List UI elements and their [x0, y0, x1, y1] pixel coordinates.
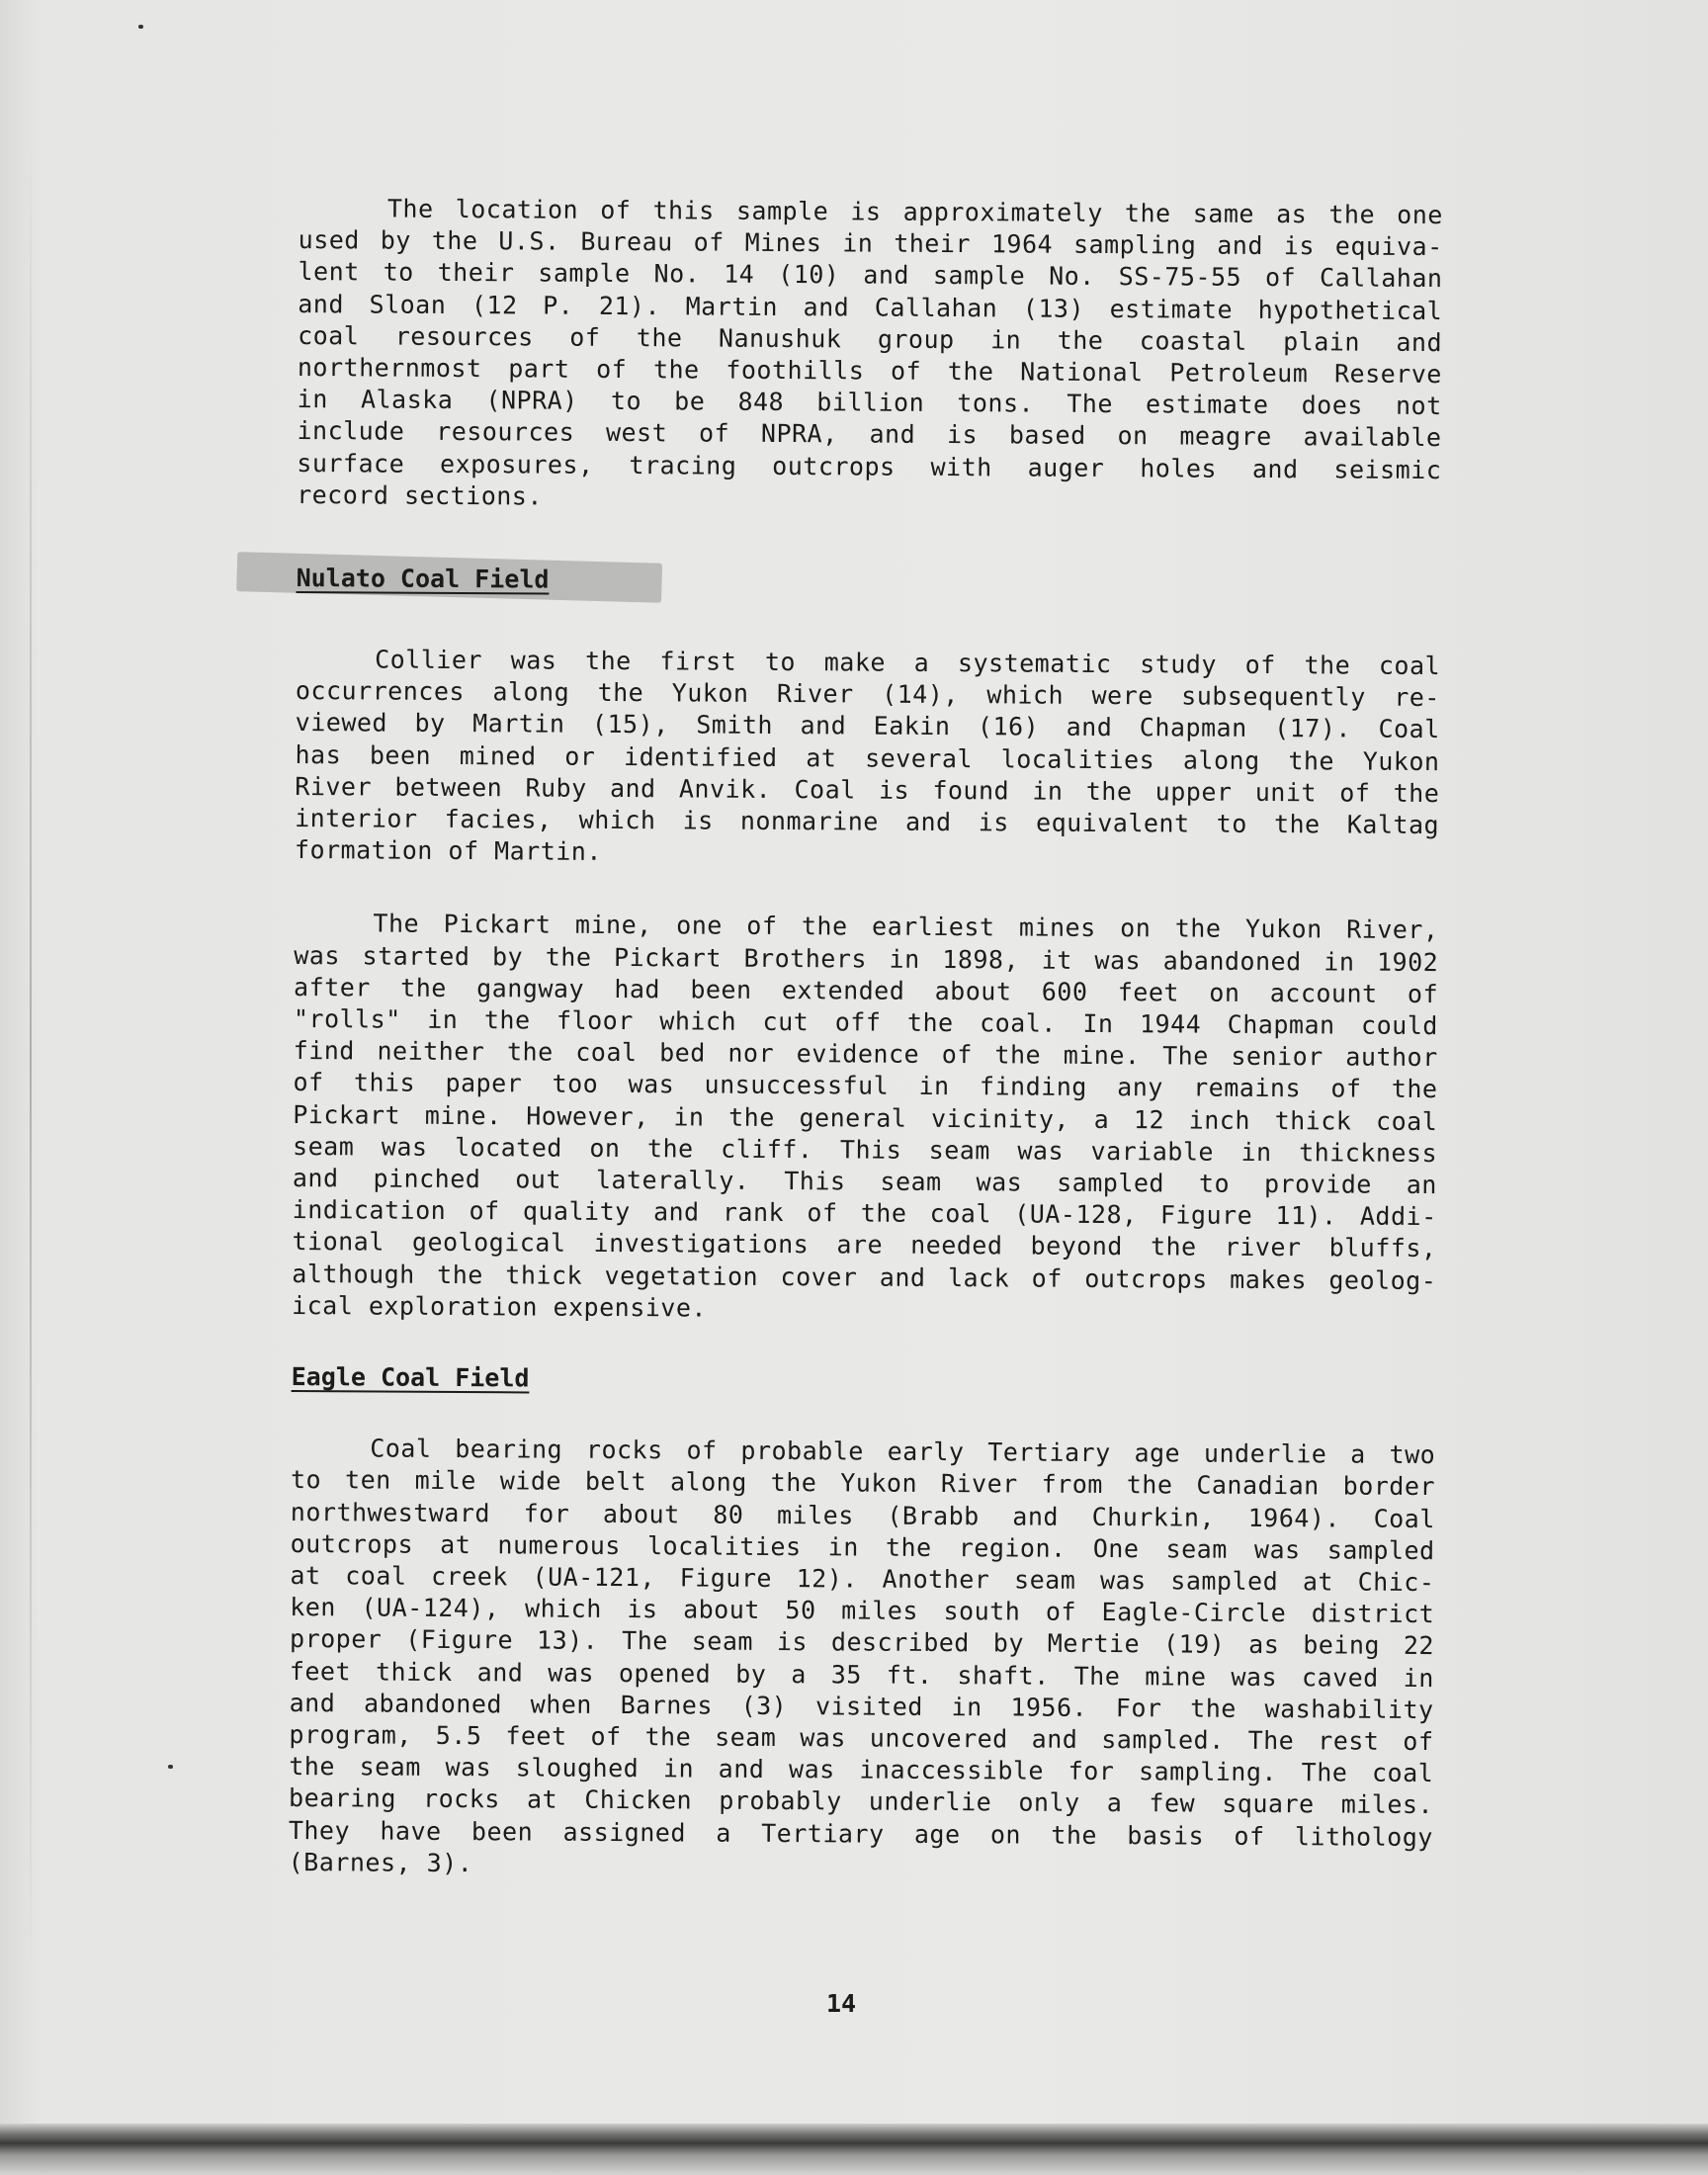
text-line: formation of Martin. — [294, 835, 603, 867]
text-line: proper (Figure 13). The seam is described by Mertie (19) as being 22 — [289, 1624, 1435, 1661]
text-line: and pinched out laterally. This seam was sampled to provide an — [292, 1164, 1437, 1200]
text-line: coal resources of the Nanushuk group in the coastal plain and — [298, 320, 1443, 357]
text-line: find neither the coal bed nor evidence of the mine. The senior author — [293, 1036, 1438, 1073]
text-line: Collier was the first to make a systematic study of the coal — [375, 645, 1441, 681]
paragraph-sample-location — [297, 193, 1443, 518]
text-line: lent to their sample No. 14 (10) and sample No. SS-75-55 of Callahan — [298, 257, 1443, 294]
text-line: record sections. — [297, 479, 544, 511]
text-line: the seam was sloughed in and was inaccessible for sampling. The coal — [289, 1752, 1434, 1788]
text-body — [289, 193, 1443, 1885]
paragraph-pickart-mine — [292, 908, 1439, 1329]
text-line: bearing rocks at Chicken probably underlie only a few square miles. — [288, 1784, 1434, 1820]
text-line: occurrences along the Yukon River (14), which were subsequently re- — [295, 676, 1440, 713]
text-line: The Pickart mine, one of the earliest mines on the Yukon River, — [373, 909, 1439, 945]
text-line: include resources west of NPRA, and is based on meagre available — [297, 416, 1442, 453]
text-line: "rolls" in the floor which cut off the coal. In 1944 Chapman could — [293, 1004, 1438, 1041]
speck — [168, 1765, 173, 1769]
section-heading-nulato — [297, 563, 550, 596]
heading-text: Eagle Coal Field — [291, 1362, 530, 1393]
text-line: indication of quality and rank of the coal (UA-128, Figure 11). Addi- — [292, 1195, 1437, 1232]
text-line: at coal creek (UA-121, Figure 12). Another seam was sampled at Chic- — [290, 1560, 1435, 1597]
text-line: The location of this sample is approximately the same as the one — [386, 194, 1443, 230]
text-line: outcrops at numerous localities in the region. One seam was sampled — [290, 1528, 1435, 1565]
text-line: northernmost part of the foothills of the National Petroleum Reserve — [297, 353, 1442, 390]
page-bottom-shadow — [0, 2124, 1708, 2175]
text-line: ken (UA-124), which is about 50 miles south of Eagle-Circle district — [290, 1593, 1435, 1629]
text-line: surface exposures, tracing outcrops with auger holes and seismic — [297, 448, 1442, 484]
heading-text: Nulato Coal Field — [296, 564, 550, 594]
paragraph-nulato — [295, 644, 1440, 873]
text-line: has been mined or identified at several localities along the Yukon — [295, 740, 1440, 776]
text-line: to ten mile wide belt along the Yukon River from the Canadian border — [290, 1465, 1436, 1502]
text-line: They have been assigned a Tertiary age on the basis of lithology — [288, 1815, 1433, 1852]
text-line: River between Ruby and Anvik. Coal is found in the upper unit of the — [295, 771, 1440, 808]
text-line: program, 5.5 feet of the seam was uncovered and sampled. The rest of — [289, 1719, 1434, 1756]
text-line: of this paper too was unsuccessful in finding any remains of the — [293, 1068, 1438, 1104]
text-line: although the thick vegetation cover and lack of outcrops makes geolog- — [292, 1259, 1437, 1295]
text-line: and Sloan (12 P. 21). Martin and Callahan (13) estimate hypothetical — [298, 289, 1443, 325]
text-line: Coal bearing rocks of probable early Tertiary age underlie a two — [370, 1434, 1436, 1470]
text-line: interior facies, which is nonmarine and is equivalent to the Kaltag — [295, 804, 1440, 840]
text-line: after the gangway had been extended about 600 feet on account of — [294, 972, 1439, 1008]
text-line: ical exploration expensive. — [292, 1290, 708, 1323]
text-line: viewed by Martin (15), Smith and Eakin (16) and Chapman (17). Coal — [295, 708, 1440, 744]
text-line: was started by the Pickart Brothers in 1898, it was abandoned in 1902 — [294, 940, 1439, 977]
paragraph-eagle — [289, 1433, 1436, 1885]
text-line: tional geological investigations are needed beyond the river bluffs, — [292, 1227, 1437, 1263]
text-line: and abandoned when Barnes (3) visited in 1956. For the washability — [289, 1688, 1434, 1724]
text-line: in Alaska (NPRA) to be 848 billion tons. The estimate does not — [297, 385, 1442, 421]
text-line: Pickart mine. However, in the general vicinity, a 12 inch thick coal — [293, 1099, 1438, 1136]
text-line: seam was located on the cliff. This seam was variable in thickness — [293, 1131, 1438, 1168]
speck — [138, 25, 143, 29]
text-line: (Barnes, 3). — [288, 1847, 473, 1877]
page-binding-shadow — [30, 119, 32, 1997]
text-line: feet thick and was opened by a 35 ft. shaft. The mine was caved in — [289, 1656, 1434, 1693]
page-number: 14 — [826, 1989, 857, 2018]
text-line: northwestward for about 80 miles (Brabb and Churkin, 1964). Coal — [290, 1497, 1435, 1533]
section-heading-eagle — [292, 1361, 530, 1394]
text-line: used by the U.S. Bureau of Mines in their 1964 sampling and is equiva- — [298, 225, 1443, 262]
